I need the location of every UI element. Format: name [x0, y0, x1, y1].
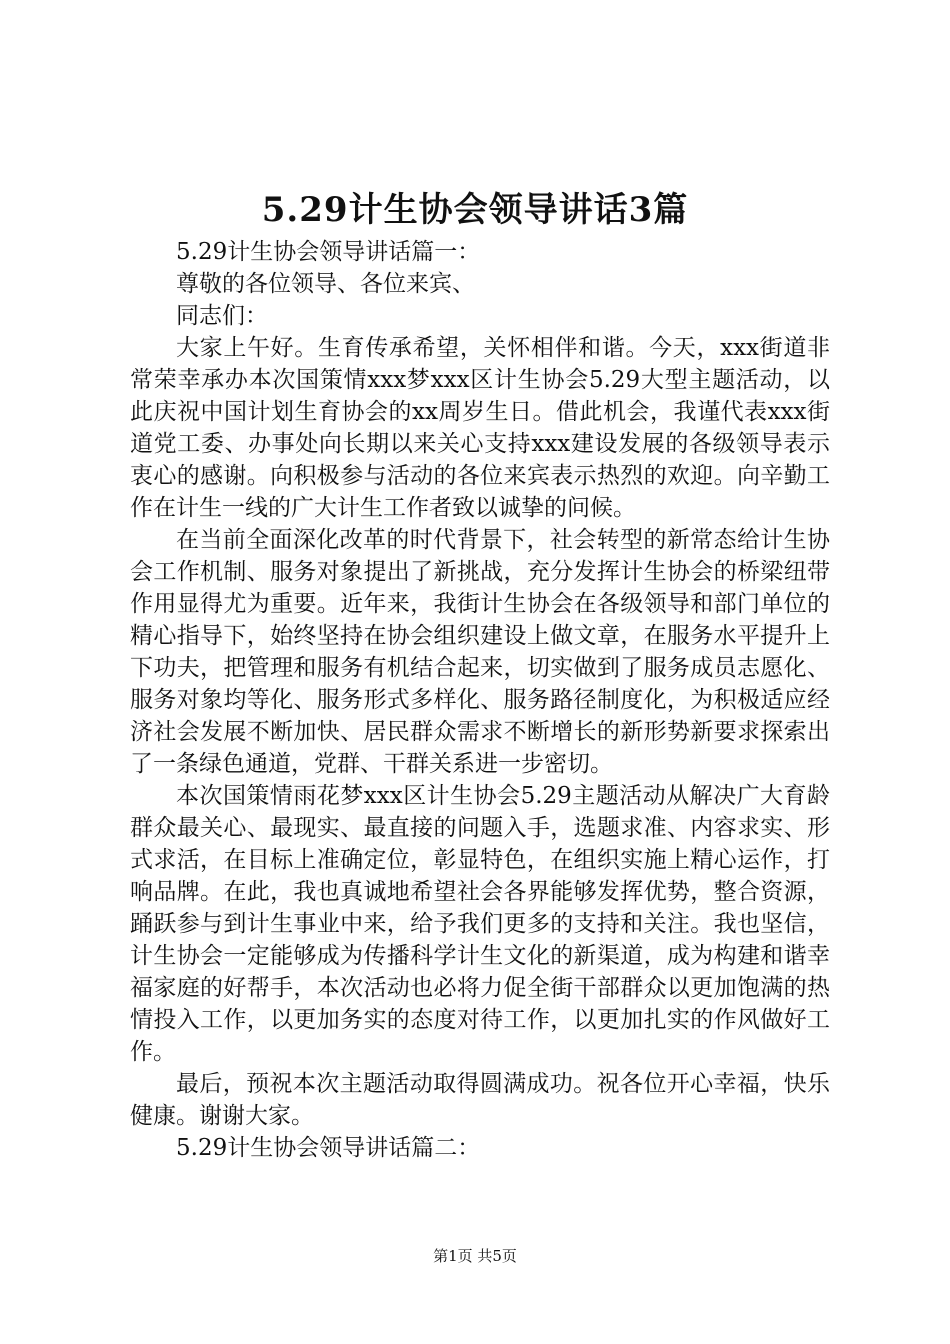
- page-footer: 第1页 共5页: [433, 1247, 517, 1265]
- document-title: 5.29计生协会领导讲话3篇: [261, 190, 689, 230]
- salutation-line: 尊敬的各位领导、各位来宾、: [176, 271, 475, 297]
- section-heading-two: 5.29计生协会领导讲话篇二：: [176, 1135, 481, 1161]
- salutation-line: 同志们：: [176, 303, 268, 329]
- body-paragraph: 大家上午好。生育传承希望，关怀相伴和谐。今天，xxx街道非常荣幸承办本次国策情xxx梦xxx区计生协会5.29大型主题活动，以此庆祝中国计划生育协会的xx周岁生日。借此机会，我谨代表xxx街道党工委、办事处向长期以来关心支持xxx建设发展的各级领导表示衷心的感谢。向积极参与活动的各位来宾表示热烈的欢迎。向辛勤工作在计生一线的广大计生工作者致以诚挚的问候。: [130, 335, 830, 521]
- document-body: [130, 236, 830, 1164]
- section-heading-one: 5.29计生协会领导讲话篇一：: [176, 239, 481, 265]
- body-paragraph: 本次国策情雨花梦xxx区计生协会5.29主题活动从解决广大育龄群众最关心、最现实、最直接的问题入手，选题求准、内容求实、形式求活，在目标上准确定位，彰显特色，在组织实施上精心运作，打响品牌。在此，我也真诚地希望社会各界能够发挥优势，整合资源，踊跃参与到计生事业中来，给予我们更多的支持和关注。我也坚信，计生协会一定能够成为传播科学计生文化的新渠道，成为构建和谐幸福家庭的好帮手，本次活动也必将力促全街干部群众以更加饱满的热情投入工作，以更加务实的态度对待工作，以更加扎实的作风做好工作。: [130, 783, 830, 1065]
- body-paragraph: 在当前全面深化改革的时代背景下，社会转型的新常态给计生协会工作机制、服务对象提出了新挑战，充分发挥计生协会的桥梁纽带作用显得尤为重要。近年来，我街计生协会在各级领导和部门单位的精心指导下，始终坚持在协会组织建设上做文章，在服务水平提升上下功夫，把管理和服务有机结合起来，切实做到了服务成员志愿化、服务对象均等化、服务形式多样化、服务路径制度化，为积极适应经济社会发展不断加快、居民群众需求不断增长的新形势新要求探索出了一条绿色通道，党群、干群关系进一步密切。: [130, 527, 830, 777]
- closing-paragraph: 最后，预祝本次主题活动取得圆满成功。祝各位开心幸福，快乐健康。谢谢大家。: [130, 1071, 830, 1129]
